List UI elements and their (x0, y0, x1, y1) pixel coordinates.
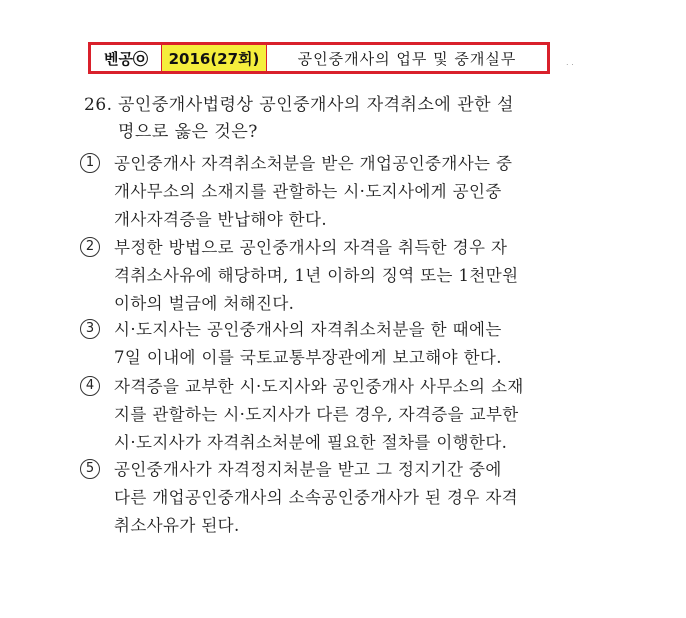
question-line-2: 명으로 옳은 것은? (118, 122, 258, 142)
option-number-circle: 4 (80, 376, 100, 396)
option-number-circle: 5 (80, 459, 100, 479)
question-line-1: 26. 공인중개사법령상 공인중개사의 자격취소에 관한 설 (84, 92, 604, 119)
question-number: 26. (84, 95, 113, 115)
option-number-circle: 3 (80, 319, 100, 339)
brand-label: 벤공㉧ (104, 49, 148, 68)
option-text: 자격증을 교부한 시·도지사와 공인중개사 사무소의 소재 지를 관할하는 시·도지사가 다른 경우, 자격증을 교부한 시·도지사가 자격취소처분에 필요한 절차를 이행한다. (114, 377, 524, 452)
option-text: 시·도지사는 공인중개사의 자격취소처분을 한 때에는 7일 이내에 이를 국토교통부장관에게 보고해야 한다. (114, 320, 502, 367)
option-text: 공인중개사 자격취소처분을 받은 개업공인중개사는 중 개사무소의 소재지를 관할하는 시·도지사에게 공인중 개사자격증을 반납해야 한다. (114, 154, 513, 229)
question-stem (84, 92, 604, 146)
option-text: 부정한 방법으로 공인중개사의 자격을 취득한 경우 자 격취소사유에 해당하며, 1년 이하의 징역 또는 1천만원 이하의 벌금에 처해진다. (114, 238, 519, 313)
option-number-circle: 2 (80, 237, 100, 257)
option-text: 공인중개사가 자격정지처분을 받고 그 정지기간 중에 다른 개업공인중개사의 소속공인중개사가 된 경우 자격 취소사유가 된다. (114, 460, 519, 535)
exam-header (88, 42, 550, 74)
option-number-circle: 1 (80, 153, 100, 173)
subject-title: 공인중개사의 업무 및 중개실무 (297, 49, 517, 68)
exam-year-badge: 2016(27회) (161, 45, 267, 71)
corner-mark: . . (566, 58, 574, 67)
